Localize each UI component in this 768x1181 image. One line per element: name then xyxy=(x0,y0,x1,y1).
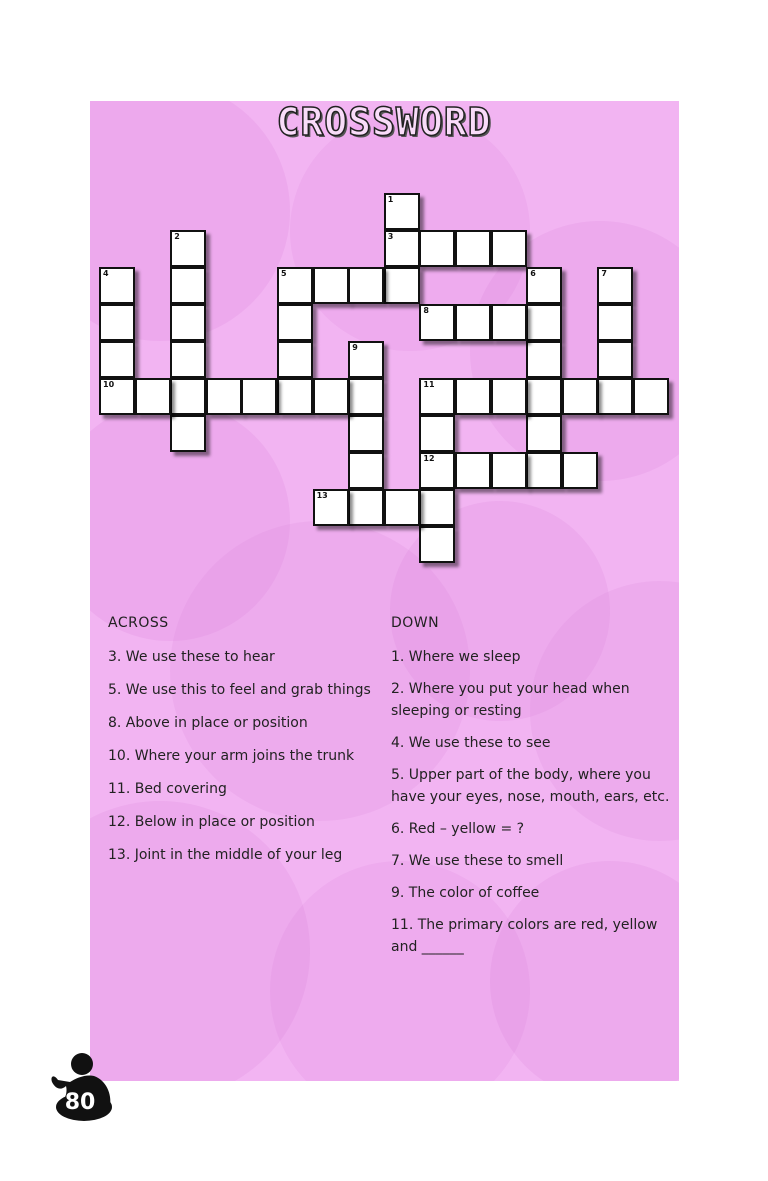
crossword-cell[interactable] xyxy=(170,304,206,341)
crossword-cell[interactable] xyxy=(419,378,455,415)
down-clue: 11. The primary colors are red, yellow and ______ xyxy=(391,917,658,955)
across-clue: 5. We use this to feel and grab things xyxy=(108,682,371,698)
clue-number: 11 xyxy=(423,380,435,389)
across-clue: 8. Above in place or position xyxy=(108,715,308,731)
clue-number: 5 xyxy=(281,269,287,278)
crossword-cell[interactable] xyxy=(597,267,633,304)
clue-number: 13 xyxy=(316,491,328,500)
across-clue: 13. Joint in the middle of your leg xyxy=(108,847,343,863)
crossword-cell[interactable] xyxy=(633,378,669,415)
page-number: 80 xyxy=(64,1090,96,1115)
crossword-cell[interactable] xyxy=(419,230,455,267)
down-clue: 6. Red – yellow = ? xyxy=(391,821,525,837)
clue-number: 1 xyxy=(387,195,394,204)
crossword-cell[interactable] xyxy=(526,267,562,304)
crossword-cell[interactable] xyxy=(241,378,277,415)
clue-number: 4 xyxy=(103,269,109,278)
page-title: CROSSWORD xyxy=(276,100,492,144)
crossword-cell[interactable] xyxy=(313,267,349,304)
crossword-cell[interactable] xyxy=(348,378,384,415)
crossword-cell[interactable] xyxy=(491,378,527,415)
crossword-cell[interactable] xyxy=(419,526,455,563)
down-clues xyxy=(391,612,671,968)
crossword-cell[interactable] xyxy=(419,415,455,452)
crossword-cell[interactable] xyxy=(348,489,384,526)
crossword-cell[interactable] xyxy=(277,304,313,341)
crossword-cell[interactable] xyxy=(526,304,562,341)
crossword-cell[interactable] xyxy=(526,452,562,489)
across-clue: 11. Bed covering xyxy=(108,781,227,797)
crossword-cell[interactable] xyxy=(419,452,455,489)
down-clue: 4. We use these to see xyxy=(391,735,551,751)
across-clue: 10. Where your arm joins the trunk xyxy=(108,748,355,764)
crossword-cell[interactable] xyxy=(419,304,455,341)
down-clue: 7. We use these to smell xyxy=(391,853,564,869)
down-heading: DOWN xyxy=(391,615,440,631)
crossword-cell[interactable] xyxy=(348,452,384,489)
clue-number: 12 xyxy=(423,454,435,463)
crossword-cell[interactable] xyxy=(170,415,206,452)
crossword-cell[interactable] xyxy=(277,267,313,304)
crossword-cell[interactable] xyxy=(384,489,420,526)
crossword-cell[interactable] xyxy=(99,304,135,341)
crossword-cell[interactable] xyxy=(526,378,562,415)
down-clue: 1. Where we sleep xyxy=(391,649,521,665)
crossword-cell[interactable] xyxy=(170,230,206,267)
crossword-cell[interactable] xyxy=(135,378,171,415)
crossword-cell[interactable] xyxy=(597,378,633,415)
clue-number: 9 xyxy=(352,343,358,352)
clue-number: 2 xyxy=(174,232,180,241)
crossword-cell[interactable] xyxy=(491,230,527,267)
clue-number: 3 xyxy=(387,232,394,241)
crossword-cell[interactable] xyxy=(277,341,313,378)
crossword-cell[interactable] xyxy=(526,415,562,452)
crossword-cell[interactable] xyxy=(313,489,349,526)
crossword-cell[interactable] xyxy=(99,341,135,378)
crossword-cell[interactable] xyxy=(348,341,384,378)
crossword-cell[interactable] xyxy=(491,452,527,489)
across-clue: 3. We use these to hear xyxy=(108,649,275,665)
down-clue: 5. Upper part of the body, where you have your eyes, nose, mouth, ears, etc. xyxy=(391,767,670,805)
down-clue: 2. Where you put your head when sleeping or resting xyxy=(391,681,630,719)
across-clue: 12. Below in place or position xyxy=(108,814,315,830)
crossword-cell[interactable] xyxy=(277,378,313,415)
crossword-cell[interactable] xyxy=(597,304,633,341)
crossword-cell[interactable] xyxy=(384,230,420,267)
crossword-cell[interactable] xyxy=(597,341,633,378)
crossword-cell[interactable] xyxy=(562,378,598,415)
across-clues xyxy=(108,612,378,877)
across-heading: ACROSS xyxy=(108,615,169,631)
crossword-cell[interactable] xyxy=(313,378,349,415)
crossword-cell[interactable] xyxy=(384,267,420,304)
clue-number: 7 xyxy=(601,269,607,278)
clue-number: 8 xyxy=(423,306,429,315)
crossword-cell[interactable] xyxy=(170,341,206,378)
crossword-cell[interactable] xyxy=(170,267,206,304)
crossword-cell[interactable] xyxy=(455,230,491,267)
crossword-cell[interactable] xyxy=(562,452,598,489)
crossword-cell[interactable] xyxy=(384,193,420,230)
down-clue: 9. The color of coffee xyxy=(391,885,540,901)
crossword-cell[interactable] xyxy=(170,378,206,415)
crossword-cell[interactable] xyxy=(99,267,135,304)
crossword-cell[interactable] xyxy=(419,489,455,526)
crossword-cell[interactable] xyxy=(491,304,527,341)
crossword-cell[interactable] xyxy=(455,378,491,415)
crossword-cell[interactable] xyxy=(455,304,491,341)
crossword-cell[interactable] xyxy=(348,267,384,304)
crossword-cell[interactable] xyxy=(206,378,242,415)
clue-number: 10 xyxy=(103,380,115,389)
clue-number: 6 xyxy=(530,269,536,278)
crossword-cell[interactable] xyxy=(348,415,384,452)
crossword-cell[interactable] xyxy=(99,378,135,415)
crossword-cell[interactable] xyxy=(455,452,491,489)
crossword-cell[interactable] xyxy=(526,341,562,378)
